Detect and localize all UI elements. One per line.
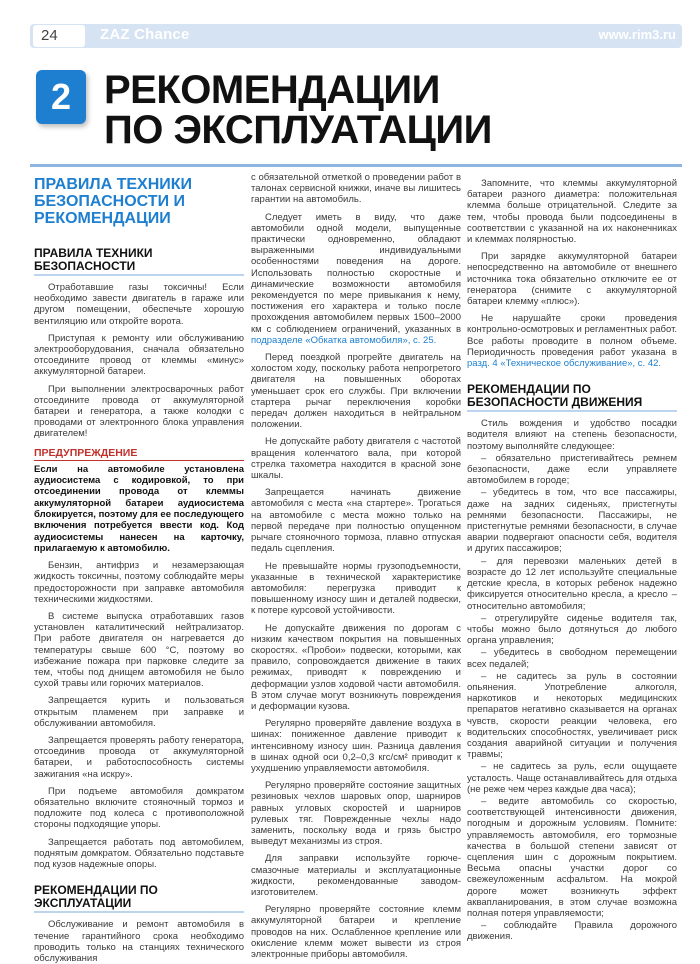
paragraph: Бензин, антифриз и незамерзающая жидкость токсичны, поэтому соблюдайте меры предосторожности при заправке автомобиля техническими жидкостями. (34, 560, 244, 605)
bullet-item: – не садитесь за руль, если ощущаете усталость. Чаще останавливайтесь для отдыха (не реже чем через каждые два часа); (467, 761, 677, 795)
bullet-item: – убедитесь в том, что все пассажиры, даже на задних сиденьях, пристегнуты ремнями безопасности. Пассажиры, не пристегнутые ремнями безопасности, в случае аварии подвергают опасности себя, водителя и других пассажиров; (467, 487, 677, 555)
bullet-item: – отрегулируйте сиденье водителя так, чтобы можно было дотянуться до любого органа управления; (467, 612, 677, 647)
subheading-safety-rules: ПРАВИЛА ТЕХНИКИ БЕЗОПАСНОСТИ (34, 247, 244, 276)
paragraph: Отработавшие газы токсичны! Если необходимо завести двигатель в гараже или другом помещении, обеспечьте хорошую вентиляцию или откройте ворота. (34, 282, 244, 327)
bullet-item: – для перевозки маленьких детей в возрасте до 12 лет используйте специальные детские кресла, в которых ребенок надежно фиксируется относительно кресла, а кресло – относительно автомобиля; (467, 555, 677, 612)
section-number-badge: 2 (36, 70, 86, 124)
bullet-item: – обязательно пристегивайтесь ремнем безопасности, даже если управляете автомобилем в городе; (467, 452, 677, 487)
paragraph: Перед поездкой прогрейте двигатель на холостом ходу, поскольку работа непрогретого двигателя на повышенных оборотах уменьшает срок его службы. При включении стартера рычаг переключения коробки передач должен находиться в нейтральном положении. (251, 352, 461, 431)
paragraph: В системе выпуска отработавших газов установлен каталитический нейтрализатор. При работе двигателя он нагревается до температуры свыше 600 °С, поэтому во избежание пожара при парковке следите за тем, чтобы под днищем автомобиля не было сухой травы или горючих материалов. (34, 611, 244, 690)
maintenance-link[interactable]: разд. 4 «Техническое обслуживание», с. 42. (467, 358, 662, 370)
paragraph: Запрещается работать под автомобилем, поднятым домкратом. Обязательно подставьте под кузов надежные опоры. (34, 836, 244, 871)
paragraph-text: Следует иметь в виду, что даже автомобили одной модели, выпущенные практически одновременно, обладают выраженными индивидуальными особенностями поведения на дороге. Использовать полностью скоростные и динамические возможности автомобиля рекомендуется по мере привыкания к нему, постижения его характера и только после прохождения автомобилем первых 1500–2000 км с соблюдением ограничений, указанных в (251, 211, 461, 335)
bullet-item: – не садитесь за руль в состоянии опьянения. Употребление алкоголя, наркотиков и некоторых медицинских препаратов негативно сказывается на органах чувств, скорости реакции человека, его водительских способностях, увеличивает риск создания аварийной ситуации и получения травмы; (467, 670, 677, 761)
paragraph: Регулярно проверяйте состояние защитных резиновых чехлов шаровых опор, шарниров равных угловых скоростей и шарниров рулевых тяг. Поврежденные чехлы надо заменить, поскольку вода и грязь быстро выведут механизмы из строя. (251, 780, 461, 848)
section-title-line1: РЕКОМЕНДАЦИИ (104, 68, 440, 112)
subheading-operation: РЕКОМЕНДАЦИИ ПО ЭКСПЛУАТАЦИИ (34, 884, 244, 913)
bullet-item: – убедитесь в свободном перемещении всех педалей; (467, 647, 677, 670)
paragraph: При подъеме автомобиля домкратом обязательно включите стояночный тормоз и подложите под колеса с противоположной стороны подходящие упоры. (34, 785, 244, 831)
paragraph-with-link (467, 313, 677, 369)
paragraph: При зарядке аккумуляторной батареи непосредственно на автомобиле от внешнего источника тока обязательно отключите ее от генератора (снимите с аккумуляторной батареи клемму «плюс»). (467, 251, 677, 308)
paragraph: При выполнении электросварочных работ отсоедините провода от аккумуляторной батареи и генератора, а также колодки с проводами от электронного блока управления двигателем! (34, 383, 244, 440)
paragraph: с обязательной отметкой о проведении работ в талонах сервисной книжки, иначе вы лишитесь гарантии на автомобиль. (251, 172, 461, 206)
break-in-link[interactable]: подразделе «Обкатка автомобиля», с. 25. (251, 334, 437, 346)
column-2 (251, 172, 461, 960)
section-title (104, 70, 664, 150)
paragraph: Стиль вождения и удобство посадки водителя влияют на степень безопасности, поэтому выполняйте следующее: (467, 418, 677, 452)
paragraph-text: Не нарушайте сроки проведения контрольно-осмотровых и регламентных работ. Все работы проводите в полном объеме. Периодичность проведения работ указана в (467, 313, 678, 358)
paragraph: Для заправки используйте горюче-смазочные материалы и эксплуатационные жидкости, рекомендованные заводом-изготовителем. (251, 853, 461, 898)
column-1 (34, 172, 244, 964)
magazine-title: ZAZ Chance (100, 26, 190, 43)
bullet-item: – соблюдайте Правила дорожного движения. (467, 920, 677, 943)
paragraph: Не превышайте нормы грузоподъемности, указанные в технической характеристике автомобиля: перегрузка приводит к повышенному износу шин и деталей подвески, к потере курсовой устойчивости. (251, 560, 461, 617)
paragraph: Запомните, что клеммы аккумуляторной батареи разного диаметра: положительная клемма больше отрицательной. Следите за тем, чтобы провода были подсоединены в соответствии с указанной на их наконечниках и клеммах полярностью. (467, 178, 677, 246)
paragraph: Запрещается начинать движение автомобиля с места «на стартере». Трогаться на автомобиле с места можно только на первой передаче при полностью опущенном рычаге стояночного тормоза, плавно отпуская педаль сцепления. (251, 487, 461, 555)
paragraph: Обслуживание и ремонт автомобиля в течение гарантийного срока необходимо проводить только на станциях технического обслуживания (34, 919, 244, 964)
column-3 (467, 172, 677, 943)
paragraph: Запрещается проверять работу генератора, отсоединив провода от аккумуляторной батареи, и работоспособность системы зажигания «на искру». (34, 735, 244, 780)
section-title-line2: ПО ЭКСПЛУАТАЦИИ (104, 108, 492, 152)
warning-text: Если на автомобиле установлена аудиосистема с кодировкой, то при отсоединении провода от клеммы аккумуляторной батареи аудиосистема блокируется, поэтому для ее последующего включения потребуется ввести код. Код аудиосистемы нанесен на карточку, прилагаемую к автомобилю. (34, 463, 244, 554)
paragraph: Приступая к ремонту или обслуживанию электрооборудования, сначала обязательно отсоедините провод от клеммы «минус» аккумуляторной батареи. (34, 332, 244, 378)
paragraph-with-link (251, 212, 461, 346)
bullet-item: – ведите автомобиль со скоростью, соответствующей интенсивности движения, погодным и дорожным условиям. Помните: управляемость автомобиля, его тормозные качества в большой степени зависят от сцепления шин с дорожным покрытием. Весьма опасны участки дорог со свежеуложенным асфальтом. На мокрой дороге может возникнуть эффект аквапланирования, в этом случае возможна полная потеря управляемости; (467, 795, 677, 919)
page-number: 24 (32, 24, 86, 48)
paragraph: Регулярно проверяйте состояние клемм аккумуляторной батареи и крепление проводов на них. Ослабленное крепление или окисление клемм может вывести из строя электронные приборы автомобиля. (251, 904, 461, 960)
subheading-driving-safety: РЕКОМЕНДАЦИИ ПО БЕЗОПАСНОСТИ ДВИЖЕНИЯ (467, 383, 677, 412)
paragraph: Не допускайте работу двигателя с частотой вращения коленчатого вала, при которой стрелка тахометра находится в красной зоне шкалы. (251, 436, 461, 482)
paragraph: Запрещается курить и пользоваться открытым пламенем при заправке и обслуживании автомобиля. (34, 695, 244, 729)
warning-title: ПРЕДУПРЕЖДЕНИЕ (34, 448, 244, 461)
paragraph: Регулярно проверяйте давление воздуха в шинах: пониженное давление приводит к интенсивному износу шин. Разница давления в шинах одной оси 0,2–0,3 кгс/см² приводит к ухудшению управляемости автомобиля. (251, 718, 461, 774)
main-heading: ПРАВИЛА ТЕХНИКИ БЕЗОПАСНОСТИ И РЕКОМЕНДАЦИИ (34, 176, 193, 227)
paragraph: Не допускайте движения по дорогам с низким качеством покрытия на повышенных скоростях. «Пробои» подвески, которыми, как правило, сопровождается движение в таких режимах, приводят к повреждению и деформации узлов ходовой части автомобиля. В этом случае могут возникнуть повреждения и деформации кузова. (251, 622, 461, 712)
title-divider (30, 164, 682, 167)
site-url[interactable]: www.rim3.ru (598, 27, 676, 42)
